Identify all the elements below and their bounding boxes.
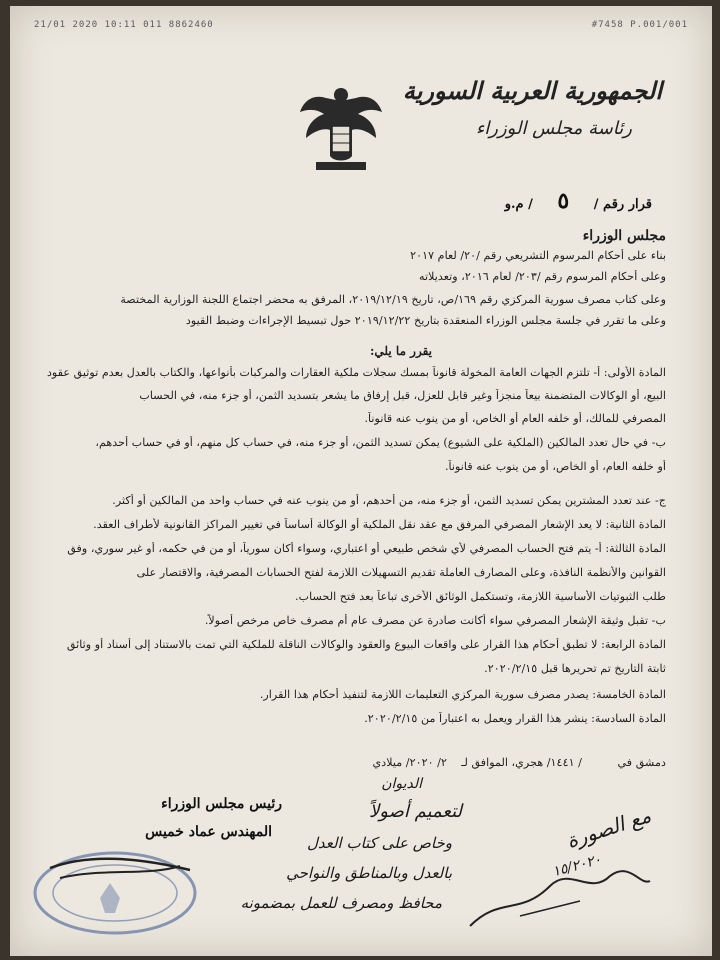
article-1b: ب- في حال تعدد المالكين (الملكية على الشيوع) يمكن تسديد الثمن، أو جزء منه، في حساب كل منهم، أو في حساب أحدهم، — [95, 436, 666, 449]
official-stamp — [30, 848, 200, 938]
date-hijri: / ١٤٤١/ هجري، الموافق لـ — [461, 756, 582, 769]
article-1a: المادة الأولى: أ- تلتزم الجهات العامة المخولة قانوناً بمسك سجلات ملكية العقارات والمركبات بأنواعها، والكتاب بالعدل بعدم توثيق عقود — [46, 366, 666, 379]
republic-heading: الجمهورية العربية السورية — [402, 76, 662, 105]
article-3a-cont: القوانين والأنظمة النافذة، وعلى المصارف العاملة تقديم التسهيلات اللازمة لفتح الحسابات المصرفية، والاقتصار على — [136, 566, 666, 579]
preamble-line-1: بناء على أحكام المرسوم التشريعي رقم /٢٠/ لعام ٢٠١٧ — [410, 249, 666, 262]
council-heading: مجلس الوزراء — [582, 228, 666, 244]
document-page — [10, 6, 712, 956]
decree-number-line — [505, 188, 652, 214]
article-3a-end: طلب الثبوتيات الأساسية اللازمة، وتستكمل الوثائق الأخرى تباعاً بعد فتح الحساب. — [295, 590, 666, 603]
fax-header-left: 21/01 2020 10:11 011 8862460 — [34, 20, 214, 30]
handwritten-date: ١٥/٢٠٢٠ — [550, 851, 604, 881]
article-4: المادة الرابعة: لا تطبق أحكام هذا القرار على واقعات البيوع والعقود والوكالات الناقلة للملكية التي تمت بالاستناد إلى أسناد أو وثائق — [66, 638, 666, 651]
article-1b-end: أو خلفه العام، أو الخاص، أو من ينوب عنه قانوناً. — [444, 460, 666, 473]
article-1c: ج- عند تعدد المشترين يمكن تسديد الثمن، أو جزء منه، من أحدهم، أو من ينوب عنه في حساب واحد من المالكين أو أكثر. — [112, 494, 666, 507]
article-6: المادة السادسة: ينشر هذا القرار ويعمل به اعتباراً من ٢٠٢٠/٢/١٥. — [364, 712, 666, 725]
decree-number: ٥ — [557, 188, 570, 214]
article-1a-end: المصرفي للمالك، أو خلفه العام أو الخاص، أو من ينوب عنه قانوناً. — [364, 412, 666, 425]
handwritten-note-4: بالعدل وبالمناطق والنواحي — [286, 864, 452, 882]
article-3a: المادة الثالثة: أ- يتم فتح الحساب المصرفي لأي شخص طبيعي أو اعتباري، وسواء أكان سورياً، أو من في حكمه، أو غير سوري، وفق — [67, 542, 666, 555]
decree-suffix: / م.و — [504, 197, 533, 212]
article-2: المادة الثانية: لا يعد الإشعار المصرفي المرفق مع عقد نقل الملكية أو الوكالة أساساً في تغيير المراكز القانونية لأطراف العقد. — [93, 518, 666, 531]
signature-title: رئيس مجلس الوزراء — [161, 796, 282, 812]
handwritten-note-6: مع الصورة — [563, 803, 654, 853]
preamble-line-2: وعلى أحكام المرسوم رقم /٢٠٣/ لعام ٢٠١٦، وتعديلاته — [418, 270, 666, 283]
article-5: المادة الخامسة: يصدر مصرف سورية المركزي التعليمات اللازمة لتنفيذ أحكام هذا القرار. — [259, 688, 666, 701]
decree-label: قرار رقم / — [593, 197, 652, 212]
article-1a-cont: البيع، أو الوكالات المتضمنة بيعاً منجزاً وغير قابل للعزل، قبل إرفاق ما يشعر بتسديد الثمن، أو جزء منه، في الحساب — [139, 389, 666, 402]
date-place: دمشق في — [617, 756, 666, 769]
signature-name: المهندس عماد خميس — [145, 824, 272, 840]
article-3b: ب- تقبل وثيقة الإشعار المصرفي سواء أكانت صادرة عن مصرف عام أم مصرف خاص مرخص أصولاً. — [204, 614, 666, 627]
handwritten-note-1: الديوان — [381, 776, 422, 792]
decides-heading: يقرر ما يلي: — [369, 344, 432, 358]
date-gregorian: ٢/ ٢٠٢٠/ ميلادي — [372, 756, 447, 769]
office-heading: رئاسة مجلس الوزراء — [475, 118, 632, 139]
handwritten-note-3: وخاص على كتاب العدل — [306, 834, 452, 852]
handwritten-note-2: لتعميم أصولاً — [369, 801, 462, 822]
fax-header-right: #7458 P.001/001 — [591, 20, 688, 30]
eagle-emblem-icon — [296, 78, 386, 174]
handwritten-signature-right — [460, 856, 660, 936]
handwritten-note-5: محافظ ومصرف للعمل بمضمونه — [240, 894, 442, 912]
article-4-end: ثابتة التاريخ تم تحريرها قبل ٢٠٢٠/٢/١٥. — [484, 662, 666, 675]
preamble-line-4: وعلى ما تقرر في جلسة مجلس الوزراء المنعقدة بتاريخ ٢٠١٩/١٢/٢٢ حول تبسيط الإجراءات وضبط القيود — [185, 314, 666, 327]
preamble-line-3: وعلى كتاب مصرف سورية المركزي رقم ١٦٩/ص، تاريخ ٢٠١٩/١٢/١٩، المرفق به محضر اجتماع اللجنة الوزارية المختصة — [120, 293, 666, 306]
date-line — [40, 756, 666, 769]
